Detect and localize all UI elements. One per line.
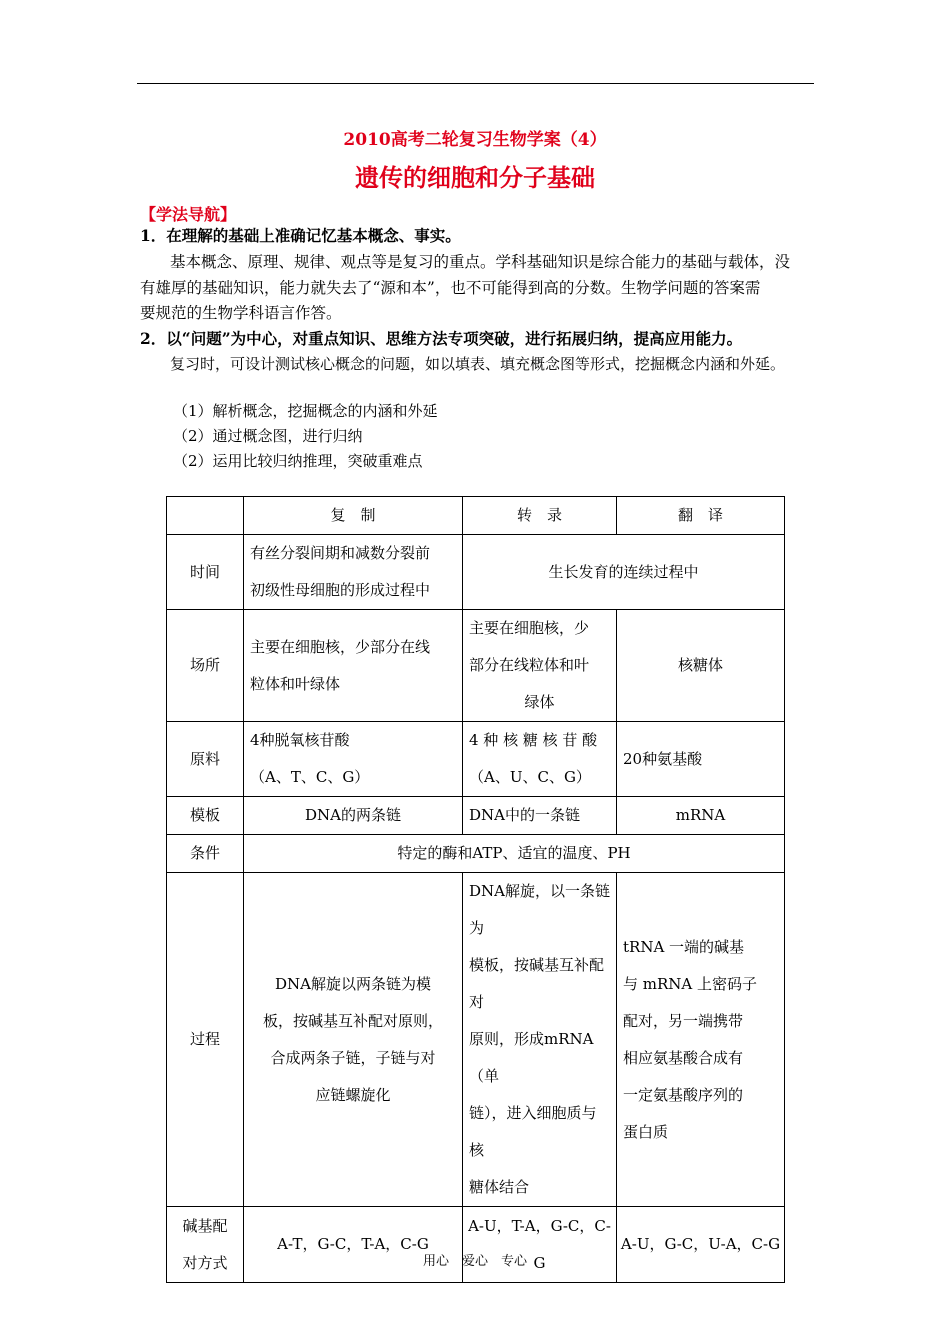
point-2-heading: 2．以“问题”为中心，对重点知识、思维方法专项突破，进行拓展归纳，提高应用能力。: [140, 329, 743, 348]
point-1-line-3: 要规范的生物学科语言作答。: [140, 304, 342, 322]
header-replication: 复 制: [244, 497, 463, 535]
point-1-line-1: 基本概念、原理、规律、观点等是复习的重点。学科基础知识是综合能力的基础与载体，没: [170, 253, 791, 271]
row-label: 场所: [167, 610, 244, 722]
cell-replication: DNA的两条链: [244, 797, 463, 835]
table-row-process: [167, 873, 785, 1207]
table-row-condition: [167, 835, 785, 873]
row-label: 碱基配 对方式: [167, 1207, 244, 1283]
header-rule: [137, 83, 814, 84]
table-row-time: [167, 535, 785, 610]
point-1-line-2: 有雄厚的基础知识，能力就失去了“源和本”，也不可能得到高的分数。生物学问题的答案需: [140, 279, 761, 297]
cell-condition: 特定的酶和ATP、适宜的温度、PH: [244, 835, 785, 873]
doc-title: 2010高考二轮复习生物学案（4）: [343, 130, 607, 150]
table-row-template: [167, 797, 785, 835]
header-transcription: 转 录: [463, 497, 617, 535]
cell-transcription: DNA中的一条链: [463, 797, 617, 835]
cell-translation: A-U，G-C，U-A，C-G: [617, 1207, 785, 1283]
point-2-line-1: 复习时，可设计测试核心概念的问题，如以填表、填充概念图等形式，挖掘概念内涵和外延。: [170, 355, 786, 373]
row-label: 条件: [167, 835, 244, 873]
cell-translation: tRNA 一端的碱基 与 mRNA 上密码子 配对，另一端携带 相应氨基酸合成有 一定氨基酸序列的 蛋白质: [617, 873, 785, 1207]
sub-item-1: （1）解析概念，挖掘概念的内涵和外延: [173, 402, 438, 420]
cell-translation: 核糖体: [617, 610, 785, 722]
cell-replication: 有丝分裂间期和减数分裂前 初级性母细胞的形成过程中: [244, 535, 463, 610]
cell-translation: 20种氨基酸: [617, 722, 785, 797]
row-label: 原料: [167, 722, 244, 797]
section-heading: 【学法导航】: [140, 205, 237, 224]
cell-transcription: A-U，T-A，G-C，C-G: [463, 1207, 617, 1283]
cell-transcription: DNA解旋，以一条链为 模板，按碱基互补配对 原则，形成mRNA（单 链），进入细胞质与核 糖体结合: [463, 873, 617, 1207]
sub-item-3: （2）运用比较归纳推理，突破重难点: [173, 452, 423, 470]
table-header-row: [167, 497, 785, 535]
page-footer: 用心 爱心 专心: [422, 1254, 527, 1269]
cell-translation: mRNA: [617, 797, 785, 835]
row-label: 时间: [167, 535, 244, 610]
table-row-pairing: [167, 1207, 785, 1283]
table-row-material: [167, 722, 785, 797]
point-1-heading: 1．在理解的基础上准确记忆基本概念、事实。: [140, 226, 461, 245]
cell-replication: A-T，G-C，T-A，C-G: [244, 1207, 463, 1283]
cell-replication: DNA解旋以两条链为模 板，按碱基互补配对原则， 合成两条子链，子链与对 应链螺旋化: [244, 873, 463, 1207]
header-translation: 翻 译: [617, 497, 785, 535]
cell-replication: 主要在细胞核，少部分在线 粒体和叶绿体: [244, 610, 463, 722]
sub-item-2: （2）通过概念图，进行归纳: [173, 427, 363, 445]
header-empty: [167, 497, 244, 535]
row-label: 模板: [167, 797, 244, 835]
comparison-table: [166, 496, 785, 1283]
row-label: 过程: [167, 873, 244, 1207]
doc-subtitle: 遗传的细胞和分子基础: [355, 163, 595, 192]
cell-replication: 4种脱氧核苷酸 （A、T、C、G）: [244, 722, 463, 797]
cell-transcription: 4 种 核 糖 核 苷 酸 （A、U、C、G）: [463, 722, 617, 797]
cell-transcription-translation: 生长发育的连续过程中: [463, 535, 785, 610]
table-row-place: [167, 610, 785, 722]
cell-transcription: 主要在细胞核，少 部分在线粒体和叶 绿体: [463, 610, 617, 722]
